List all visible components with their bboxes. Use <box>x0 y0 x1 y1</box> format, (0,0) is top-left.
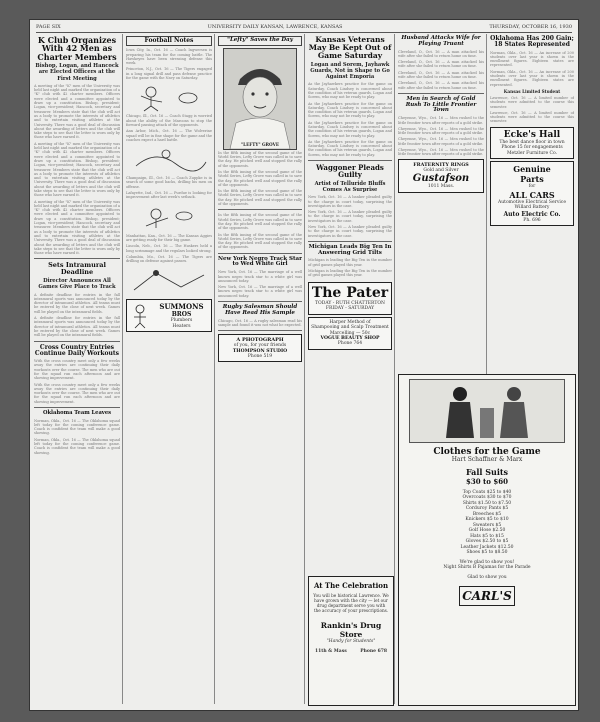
plumbers-ad <box>126 299 212 332</box>
parts-ad-company: Auto Electric Co. <box>503 210 561 218</box>
kansas-veterans-body: As the Jayhawkers practice for the game on Saturday, Coach Lindsey is concerned about the condition of his veteran guards, Logan and Sorem, who may not be ready to play. <box>308 82 392 100</box>
football-note: Chicago, Ill., Oct. 16 — Coach Stagg is worried about the ability of the Maroons to stop the forward passing attack of the opponents. <box>126 114 212 127</box>
vogue-ad-line: Marcelling — 50c <box>329 330 371 336</box>
photograph-ad-title: A PHOTOGRAPH <box>236 337 284 344</box>
pater-theater-line: FRIDAY - SATURDAY <box>325 306 375 312</box>
pater-theater-ad <box>308 282 392 315</box>
clothes-ad-item: Knickers $5 to $10 <box>465 517 509 522</box>
column-1 <box>34 34 120 706</box>
football-cartoon <box>126 202 212 232</box>
column-5 <box>398 34 484 374</box>
michigan-body: Michigan is leading the Big Ten in the number of grid games played this year. <box>308 269 392 278</box>
issue-date: THURSDAY, OCTOBER 16, 1930 <box>489 24 572 30</box>
football-note: Columbia, Mo., Oct. 16 — The Tigers are drilling on defense against passes. <box>126 254 212 264</box>
k-club-body: A meeting of the "K" men of the University was held last night and marked the organization of a "K" club with 42 charter members. Officers were elected and a committee appointed to draw up a constitution. Bishop, president; Logan, vice-president; Hancock, secretary and treasurer. Members state that the club will act as a body to promote the interests of athletics and to entertain visiting athletes at the University. There was a good deal of discussion about the awarding of letters and the club will take steps to see that the letter is worn only by those who have earned it. <box>34 141 120 198</box>
husband-attacks-body: Cleveland, O., Oct. 16 — A man attacked his wife after she failed to return home on time. <box>398 60 484 69</box>
eckes-hall-line: Metzler Furniture Co. <box>506 150 558 156</box>
oklahoma-team-headline: Oklahoma Team Leaves <box>42 410 112 417</box>
photograph-ad-phone: Phone 519 <box>247 353 273 359</box>
football-cartoon <box>126 265 212 295</box>
column-rule <box>122 34 123 704</box>
kansas-veterans-body: As the Jayhawkers practice for the game on Saturday, Coach Lindsey is concerned about the condition of his veteran guards, Logan and Sorem, who may not be ready to play. <box>308 101 392 119</box>
eckes-hall-ad <box>490 127 574 160</box>
vogue-ad-phone: Phone 764 <box>337 341 363 347</box>
rankins-ad-body: You will be historical Lawrence. We have grown with the city — let our drug department serve you with the accuracy of your prescriptions. <box>313 593 389 613</box>
photograph-ad <box>218 334 302 362</box>
parts-ad-all-cars: ALL CARS <box>509 189 555 200</box>
k-club-headline: K Club Organizes With 42 Men as Charter Members <box>37 35 117 62</box>
waggoner-body: New York, Oct. 16 — A banker pleaded guilty to the charge in court today, surprising the investigators in the case. <box>308 195 392 208</box>
gold-rush-body: Cheyenne, Wyo., Oct. 16 — Men rushed to the little frontier town after reports of a gold strike. <box>398 137 484 146</box>
photograph-ad-line: of you, for your friends <box>233 343 287 349</box>
gold-rush-body: Cheyenne, Wyo., Oct. 16 — Men rushed to the little frontier town after reports of a gold strike. <box>398 116 484 125</box>
kansas-limited-headline: Kansas Limited Student <box>503 88 561 94</box>
pater-theater-title: The Pater <box>311 284 389 301</box>
photo-name-label: "LEFTY" GROVE <box>240 141 280 147</box>
k-club-body: A meeting of the "K" men of the University was held last night and marked the organization of a "K" club with 42 charter members. Officers were elected and a committee appointed to draw up a constitution. Bishop, president; Logan, vice-president; Hancock, secretary and treasurer. Members state that the club will act as a body to promote the interests of athletics and to entertain visiting athletes at the University. There was a good deal of discussion about the awarding of letters and the club will take steps to see that the letter is worn only by those who have earned it. <box>34 199 120 256</box>
clothes-ad-footer: Glad to show you <box>467 574 507 580</box>
kansas-veterans-headline: Kansas Veterans May Be Kept Out of Game Saturday <box>308 35 392 60</box>
oklahoma-gain-body: Norman, Okla., Oct. 16 — An increase of 200 students over last year is shown in the enrollment figures. Eighteen states are represented. <box>490 50 574 68</box>
clothes-ad-item: Corduroy Pants $5 <box>465 506 509 511</box>
football-note: Lincoln, Neb., Oct. 16 — The Huskers held a long scrimmage and the regulars looked strong. <box>126 244 212 253</box>
column-rule <box>304 34 305 704</box>
rugby-body: Chicago, Oct. 16 — A rugby salesman read his sample and found it was not what he expected. <box>218 318 302 327</box>
plumbers-ad-line: Heaters <box>172 323 191 329</box>
rankins-drug-ad <box>308 576 394 706</box>
page-number: PAGE SIX <box>36 24 61 30</box>
vogue-ad-line: Harper Method of <box>329 319 371 325</box>
track-star-headline: New York Negro Track Star to Wed White Girl <box>218 255 302 268</box>
newspaper-page <box>30 20 578 710</box>
football-note: Princeton, N.J., Oct. 16 — The Tigers engaged in a long signal drill and pass defense practice for the game with the Navy on Saturday. <box>126 67 212 81</box>
husband-attacks-headline: Husband Attacks Wife for Playing Truant <box>401 35 481 47</box>
carls-logo: CARL'S <box>459 586 515 606</box>
fraternity-ad-line: Gold and Silver <box>423 167 459 173</box>
k-club-deck: Bishop, Logan, and Hancock are Elected Officers at the First Meeting <box>35 63 119 82</box>
michigan-headline: Michigan Leads Big Ten In Answering Grid Tilts <box>308 243 392 256</box>
clothes-ad-footer: We're glad to show you! <box>459 559 515 565</box>
eckes-hall-title: Ecke's Hall <box>503 129 561 140</box>
eckes-hall-line: Phone 15 for engagements <box>501 145 563 151</box>
vogue-ad-line: Shampooing and Scalp Treatment <box>311 325 389 331</box>
plumbers-ad-line: Plumbers <box>170 318 193 324</box>
michigan-body: Michigan is leading the Big Ten in the number of grid games played this year. <box>308 258 392 267</box>
parts-ad-line: Willard Battery <box>514 205 550 211</box>
clothes-ad-footer: Night Shirts B Pajamas for the Parade <box>443 565 531 570</box>
lefty-grove-body: In the fifth inning of the second game of the World Series, Lefty Grove was called in to save the day. He pitched well and stopped the rally of the opponents. <box>218 189 302 207</box>
football-note: Iowa City, Ia., Oct. 16 — Coach Ingwersen is preparing his team for the coming battle. The Hawkeyes have been stressing defense this week. <box>126 48 212 66</box>
clothes-ad-item: Gloves $2.50 to $5 <box>465 539 509 544</box>
football-note: Champaign, Ill., Oct. 16 — Coach Zuppke is in search of some good backs, drilling his men on offense. <box>126 176 212 189</box>
plumbers-ad-bros: BROS <box>171 311 192 319</box>
k-club-body: A meeting of the "K" men of the University was held last night and marked the organization of a "K" club with 42 charter members. Officers were elected and a committee appointed to draw up a constitution. Bishop, president; Logan, vice-president; Hancock, secretary and treasurer. Members state that the club will act as a body to promote the interests of athletics and to entertain visiting athletes at the University. There was a good deal of discussion about the awarding of letters and the club will take steps to see that the letter is worn only by those who have earned it. <box>34 83 120 140</box>
clothes-ad-price-list <box>399 490 575 556</box>
clothes-ad-suits-label: Fall Suits <box>465 466 509 477</box>
pater-theater-line: TODAY - RUTH CHATTERTON <box>315 300 385 306</box>
football-cartoon <box>126 144 212 174</box>
vogue-ad-name: VOGUE BEAUTY SHOP <box>320 336 380 342</box>
parts-ad-genuine: Genuine <box>513 164 551 175</box>
football-note: Ann Arbor, Mich., Oct. 16 — The Wolverine squad will be in fine shape for the game and the coaches expect a hard battle. <box>126 129 212 142</box>
parts-ad-for: for <box>528 184 536 190</box>
parts-ad-parts: Parts <box>520 174 544 185</box>
parts-ad-phone: Ph. 696 <box>523 217 541 223</box>
football-note: Lafayette, Ind., Oct. 16 — Purdue is looking for improvement after last week's setback. <box>126 191 212 200</box>
football-notes-headline: Football Notes <box>126 36 212 46</box>
eckes-hall-line: The best dance floor in town <box>499 139 565 145</box>
oklahoma-gain-headline: Oklahoma Has 200 Gain; 18 States Represented <box>490 35 574 49</box>
clothes-ad-item: Leather Jackets $12.50 <box>460 544 514 550</box>
lefty-grove-body: In the fifth inning of the second game of the World Series, Lefty Grove was called in to save the day. He pitched well and stopped the rally of the opponents. <box>218 232 302 250</box>
column-3 <box>218 34 302 706</box>
photograph-ad-studio: THOMPSON STUDIO <box>232 348 288 354</box>
gold-rush-headline: Men in Search of Gold Rush To Little Frontier Town <box>405 95 477 114</box>
column-6 <box>490 34 574 374</box>
football-cartoon <box>126 82 212 112</box>
track-star-body: New York, Oct. 16 — The marriage of a well known negro track star to a white girl was announced today. <box>218 270 302 283</box>
auto-parts-ad <box>490 161 574 226</box>
parts-ad-line: Automotive Electrical Service <box>498 199 566 205</box>
kansas-limited-body: Lawrence, Oct. 16 — A limited number of students were admitted to the course this semester. <box>490 110 574 124</box>
gold-rush-body: Cheyenne, Wyo., Oct. 16 — Men rushed to the little frontier town after reports of a gold strike. <box>398 126 484 136</box>
clothes-ad-item: Top Coats $25 to $40 <box>462 489 512 495</box>
waggoner-headline: Waggoner Pleads Guilty <box>316 163 384 180</box>
kansas-veterans-deck: Logan and Sorem, Jayhawk Guards, Not in Shape to Go Against Emporia <box>310 61 390 81</box>
husband-attacks-body: Cleveland, O., Oct. 16 — A man attacked his wife after she failed to return home on time. <box>398 49 484 58</box>
oklahoma-gain-body: Norman, Okla., Oct. 16 — An increase of 200 students over last year is shown in the enrollment figures. Eighteen states are represented. <box>490 69 574 87</box>
cross-country-body: With the cross country meet only a few weeks away the entries are continuing their daily workouts over the course. The men who are out for the squad run each afternoon and are showing improvement. <box>34 382 120 404</box>
rankins-ad-title: At The Celebration <box>313 581 389 590</box>
gustafson-logo: Gustafson <box>412 173 470 185</box>
cross-country-body: With the cross country meet only a few weeks away the entries are continuing their daily workouts over the course. The men who are out for the squad run each afternoon and are showing improvement. <box>34 359 120 381</box>
lefty-grove-body: In the fifth inning of the second game of the World Series, Lefty Grove was called in to save the day. He pitched well and stopped the rally of the opponents. <box>218 150 302 168</box>
vogue-beauty-ad <box>308 317 392 350</box>
clothes-ad-item: Sweaters $5 <box>472 522 502 528</box>
column-4 <box>308 34 392 574</box>
lefty-grove-body: In the fifth inning of the second game of the World Series, Lefty Grove was called in to save the day. He pitched well and stopped the rally of the opponents. <box>218 213 302 231</box>
clothes-ad-title: Clothes for the Game <box>433 447 541 457</box>
intramural-body: A definite deadline for entries in the fall intramural sports was announced today by the director of intramural athletics. All teams must be entered by the close of next week. Games will be played on the intramural fields. <box>34 316 120 338</box>
intramural-body: A definite deadline for entries in the fall intramural sports was announced today by the director of intramural athletics. All teams must be entered by the close of next week. Games will be played on the intramural fields. <box>34 292 120 314</box>
oklahoma-team-body: Norman, Okla., Oct. 16 — The Oklahoma squad left today for the coming conference game. Coach is confident the team will make a good showing. <box>34 418 120 436</box>
plumbers-ad-name: SUMMONS <box>159 302 204 312</box>
column-rule <box>394 34 395 704</box>
masthead <box>36 22 572 33</box>
clothes-ad-item: Shirts $1.50 to $7.50 <box>462 500 512 506</box>
rugby-headline: Rugby Salesman Should Have Read His Sample <box>222 304 298 316</box>
football-note: Manhattan, Kan., Oct. 16 — The Kansas Aggies are getting ready for their big game. <box>126 233 212 242</box>
track-star-body: New York, Oct. 16 — The marriage of a well known negro track star to a white girl was announced today. <box>218 285 302 298</box>
clothes-ad-item: Overcoats $30 to $70 <box>462 495 512 500</box>
rankins-ad-phone: Phone 678 <box>360 648 387 654</box>
fraternity-rings-ad <box>398 159 484 193</box>
clothes-ad-item: Golf Hose $2.50 <box>468 528 506 533</box>
clothes-ad <box>398 374 576 706</box>
rankins-ad-store: Rankin's Drug Store <box>320 621 382 639</box>
waggoner-body: New York, Oct. 16 — A banker pleaded guilty to the charge in court today, surprising the investigators in the case. <box>308 210 392 223</box>
rankins-ad-address: 11th & Mass <box>315 648 347 654</box>
husband-attacks-body: Cleveland, O., Oct. 16 — A man attacked his wife after she failed to return home on time. <box>398 70 484 80</box>
clothes-ad-item: Hats $5 to $15 <box>470 533 504 539</box>
gold-rush-body: Cheyenne, Wyo., Oct. 16 — Men rushed to the little frontier town after reports of a gold strike. <box>398 147 484 157</box>
waggoner-body: New York, Oct. 16 — A banker pleaded guilty to the charge in court today, surprising the investigators in the case. <box>308 225 392 238</box>
plumber-figure-icon <box>129 303 151 329</box>
intramural-deck: Director Announces All Games Give Place to Track <box>38 278 116 291</box>
clothes-ad-item: Shoes $5 to $8.50 <box>466 550 508 555</box>
cross-country-headline: Cross Country Entries Continue Daily Workouts <box>34 343 120 357</box>
clothes-illustration <box>409 379 565 443</box>
intramural-headline: Sets Intramural Deadline <box>48 261 106 277</box>
fraternity-ad-title: FRATERNITY RINGS <box>413 161 469 168</box>
kansas-veterans-body: As the Jayhawkers practice for the game on Saturday, Coach Lindsey is concerned about the condition of his veteran guards, Logan and Sorem, who may not be ready to play. <box>308 120 392 138</box>
column-2 <box>126 34 212 706</box>
waggoner-deck: Artist of Telluride Bluffs Comes As Surprise <box>314 180 386 193</box>
column-rule <box>214 34 215 704</box>
clothes-ad-suits-price: $30 to $60 <box>466 476 508 486</box>
husband-attacks-body: Cleveland, O., Oct. 16 — A man attacked his wife after she failed to return home on time. <box>398 81 484 90</box>
oklahoma-team-body: Norman, Okla., Oct. 16 — The Oklahoma squad left today for the coming conference game. Coach is confident the team will make a good showing. <box>34 437 120 455</box>
kansas-limited-body: Lawrence, Oct. 16 — A limited number of students were admitted to the course this semester. <box>490 96 574 109</box>
photo-caption-headline: "Lefty" Saves the Day <box>218 36 302 46</box>
clothes-ad-brand: Hart Schaffner & Marx <box>451 456 523 463</box>
clothes-ad-item: Breeches $5 <box>472 511 502 517</box>
kansas-veterans-body: As the Jayhawkers practice for the game on Saturday, Coach Lindsey is concerned about the condition of his veteran guards, Logan and Sorem, who may not be ready to play. <box>308 139 392 157</box>
newspaper-title: UNIVERSITY DAILY KANSAN, LAWRENCE, KANSAS <box>207 24 343 30</box>
fraternity-ad-address: 1011 Mass. <box>427 184 455 190</box>
rankins-ad-tagline: "Handy for Students" <box>326 639 376 644</box>
lefty-grove-body: In the fifth inning of the second game of the World Series, Lefty Grove was called in to save the day. He pitched well and stopped the rally of the opponents. <box>218 169 302 187</box>
lefty-grove-photo <box>223 48 297 150</box>
